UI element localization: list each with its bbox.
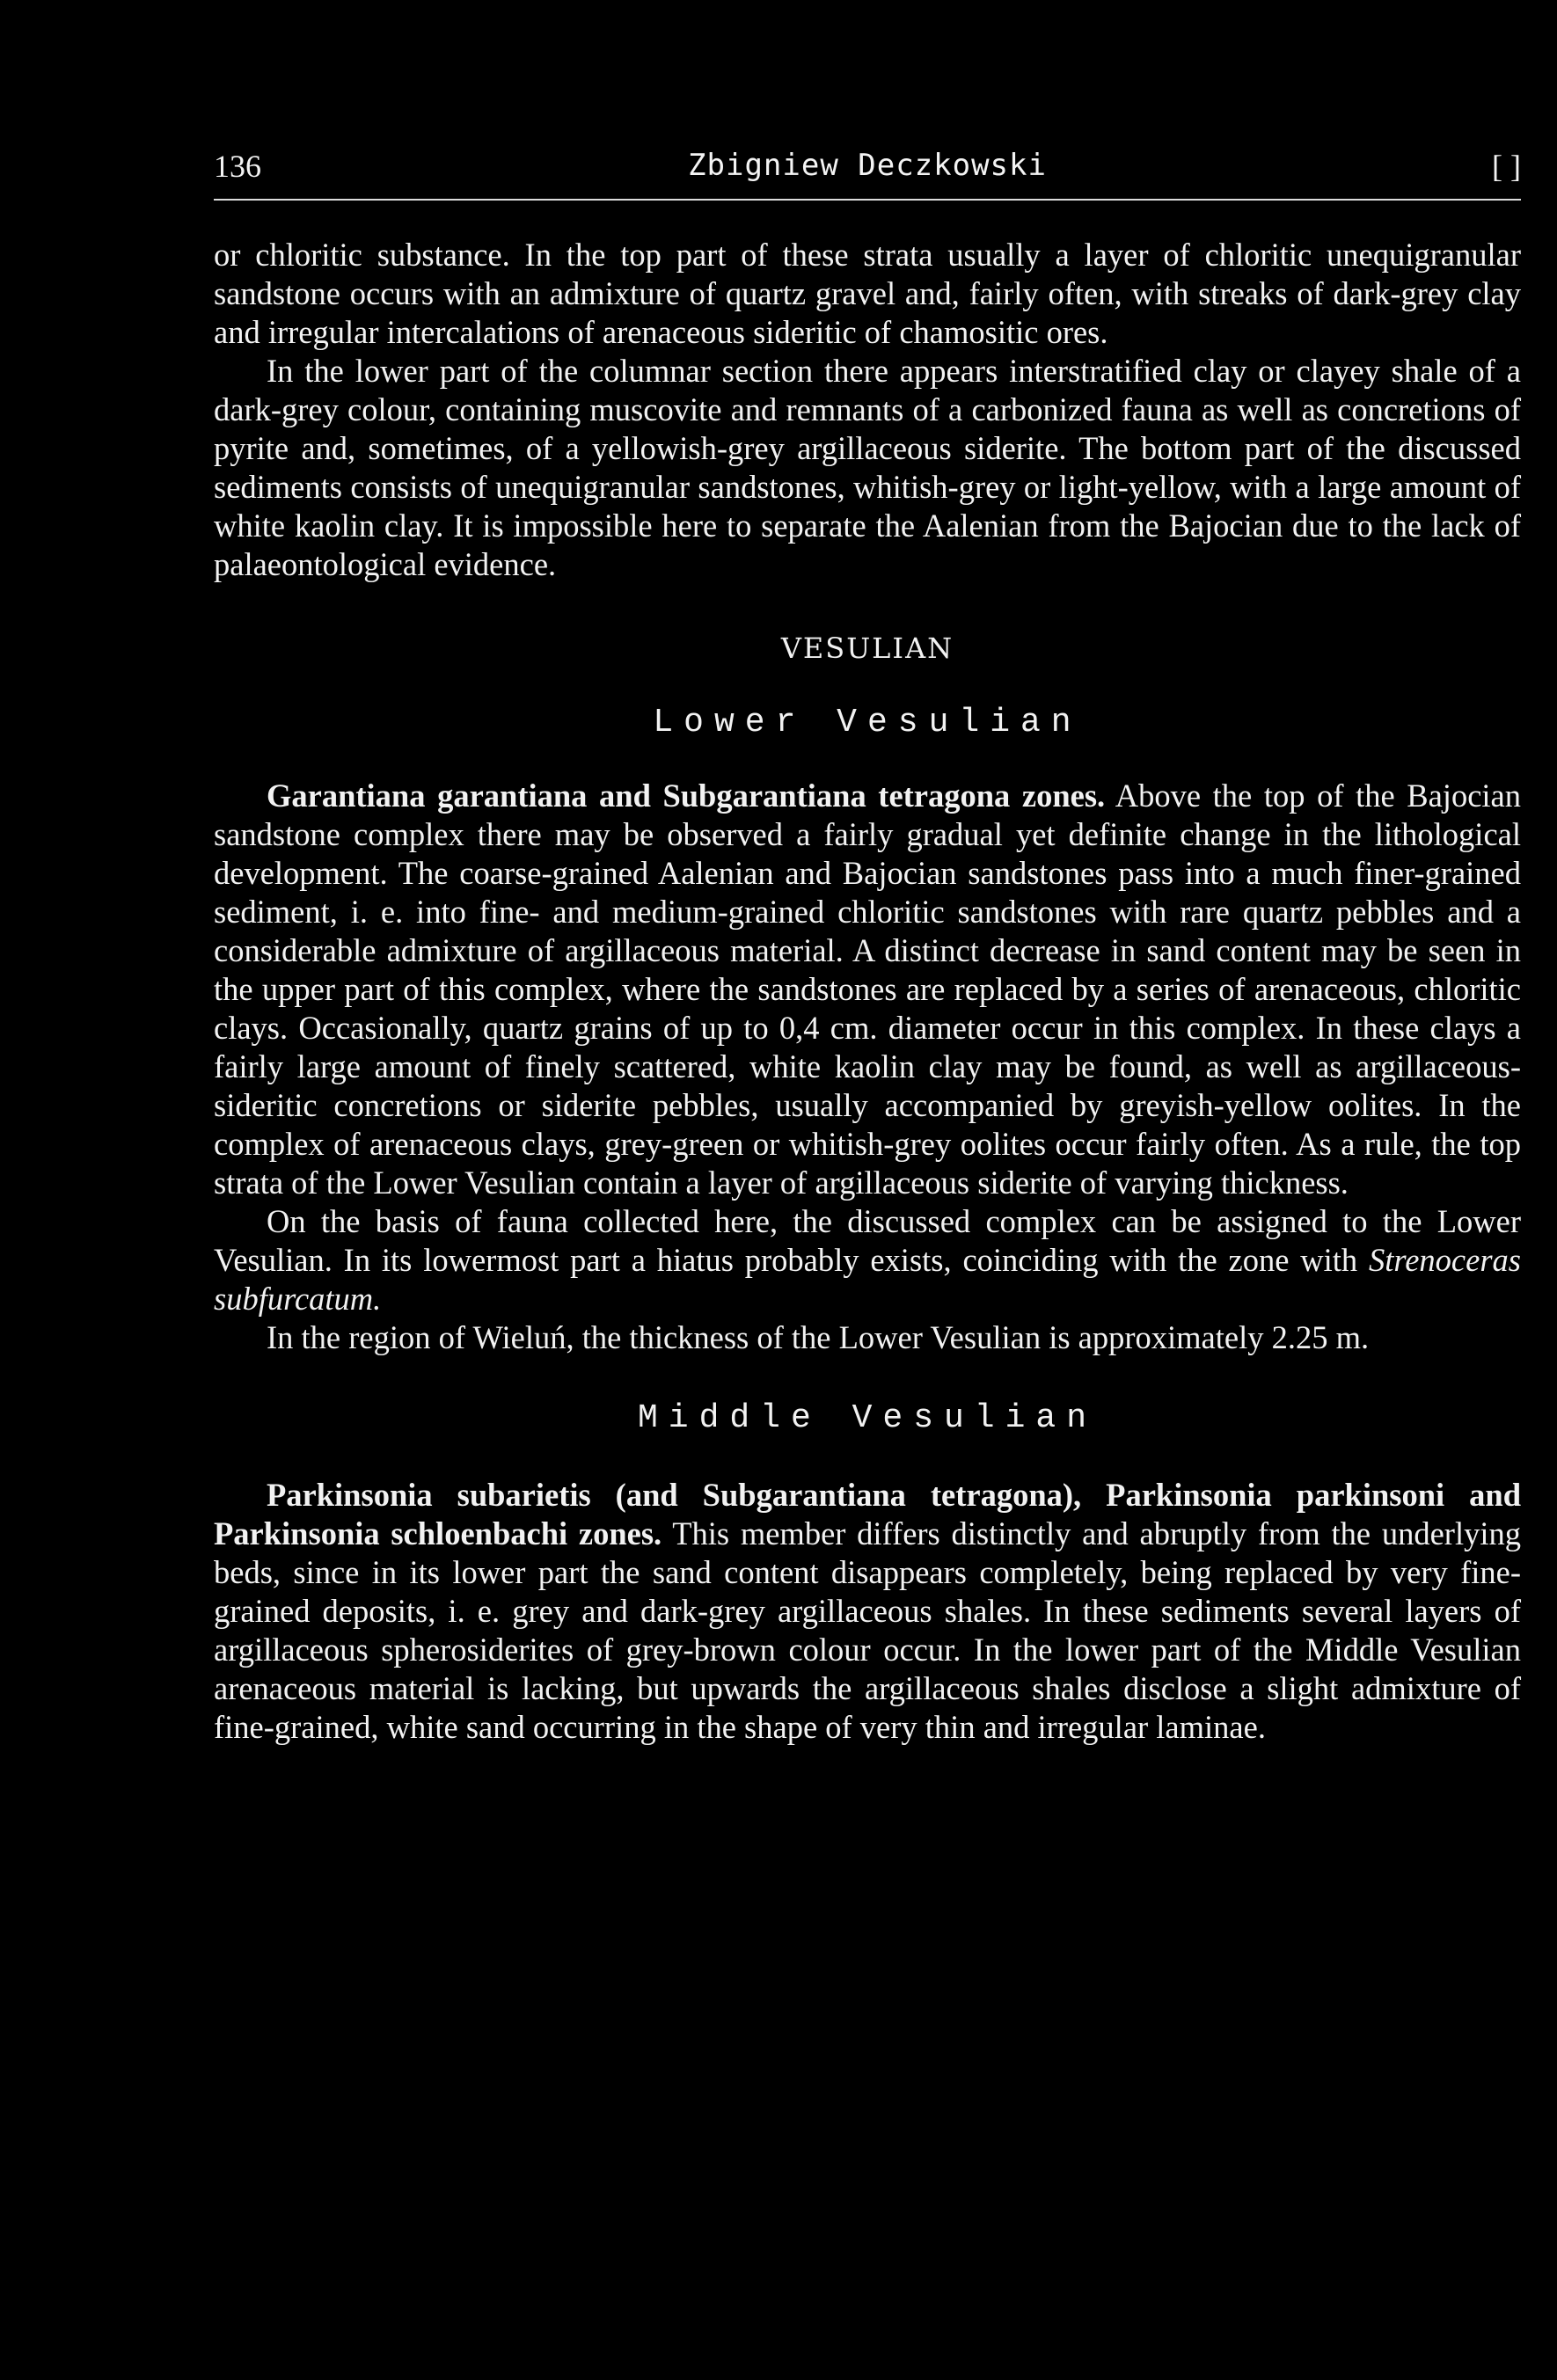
middle-vesulian-text: This member differs distinctly and abruptly from the underlying beds, since in its lower part the sand content disappears completely, being replaced by very fine-grained deposits, i. e. grey and dark-grey argillaceous shales. In these sediments several layers of argillaceous spherosiderites of grey-brown colour occur. In the lower part of the Middle Vesulian arenaceous material is lacking, but upwards the argillaceous shales disclose a slight admixture of fine-grained, white sand occurring in the shape of very thin and irregular laminae. bbox=[214, 1515, 1521, 1745]
species-name: Strenoceras subfurcatum. bbox=[214, 1242, 1521, 1317]
paragraph-fauna bbox=[214, 1202, 1521, 1318]
zone-name-middle: Parkinsonia subarietis (and Subgarantiana tetragona), Parkinsonia parkinsoni and Parkinsonia schloenbachi zones. bbox=[214, 1477, 1521, 1551]
paragraph-continuation: or chloritic substance. In the top part of these strata usually a layer of chloritic unequigranular sandstone occurs with an admixture of quartz gravel and, fairly often, with streaks of dark-grey clay and irregular intercalations of arenaceous sideritic of chamositic ores. bbox=[214, 237, 1521, 350]
running-author: Zbigniew Deczkowski bbox=[688, 148, 1047, 183]
running-header bbox=[214, 148, 1521, 209]
paragraph-lower-section: In the lower part of the columnar section there appears interstratified clay or clayey shale of a dark-grey colour, containing muscovite and remnants of a carbonized fauna as well as concretions of pyrite and, sometimes, of a yellowish-grey argillaceous siderite. The bottom part of the discussed sediments consists of unequigranular sandstones, whitish-grey or light-yellow, with a large amount of white kaolin clay. It is impossible here to separate the Aalenian from the Bajocian due to the lack of palaeontological evidence. bbox=[214, 353, 1521, 582]
section-heading-vesulian: VESULIAN bbox=[780, 632, 954, 665]
subsection-heading-middle-vesulian: Middle Vesulian bbox=[637, 1399, 1098, 1437]
subsection-heading-lower-vesulian: Lower Vesulian bbox=[653, 704, 1082, 741]
article-body bbox=[214, 236, 1521, 1747]
header-rule bbox=[214, 199, 1521, 201]
paragraph-wielun: In the region of Wieluń, the thickness of the Lower Vesulian is approximately 2.25 m. bbox=[267, 1319, 1370, 1355]
zone-name-lower: Garantiana garantiana and Subgarantiana tetragona zones. bbox=[267, 778, 1106, 814]
fauna-text: On the basis of fauna collected here, the discussed complex can be assigned to the Lower Vesulian. In its lowermost part a hiatus probably exists, coinciding with the zone with bbox=[214, 1203, 1521, 1278]
paragraph-lower-vesulian bbox=[214, 777, 1521, 1202]
lower-vesulian-text: Above the top of the Bajocian sandstone complex there may be observed a fairly gradual yet definite change in the lithological development. The coarse-grained Aalenian and Bajocian sandstones pass into a much finer-grained sediment, i. e. into fine- and medium-grained chloritic sandstones with rare quartz pebbles and a considerable admixture of argillaceous material. A distinct decrease in sand content may be seen in the upper part of this complex, where the sandstones are replaced by a series of arenaceous, chloritic clays. Occasionally, quartz grains of up to 0,4 cm. diameter occur in this complex. In these clays a fairly large amount of finely scattered, white kaolin clay may be found, as well as argillaceous-sideritic concretions or siderite pebbles, usually accompanied by greyish-yellow oolites. In the complex of arenaceous clays, grey-green or whitish-grey oolites occur fairly often. As a rule, the top strata of the Lower Vesulian contain a layer of argillaceous siderite of varying thickness. bbox=[214, 778, 1521, 1201]
header-bracket: [ ] bbox=[1492, 149, 1521, 184]
paragraph-middle-vesulian bbox=[214, 1476, 1521, 1747]
page-number: 136 bbox=[214, 149, 261, 184]
